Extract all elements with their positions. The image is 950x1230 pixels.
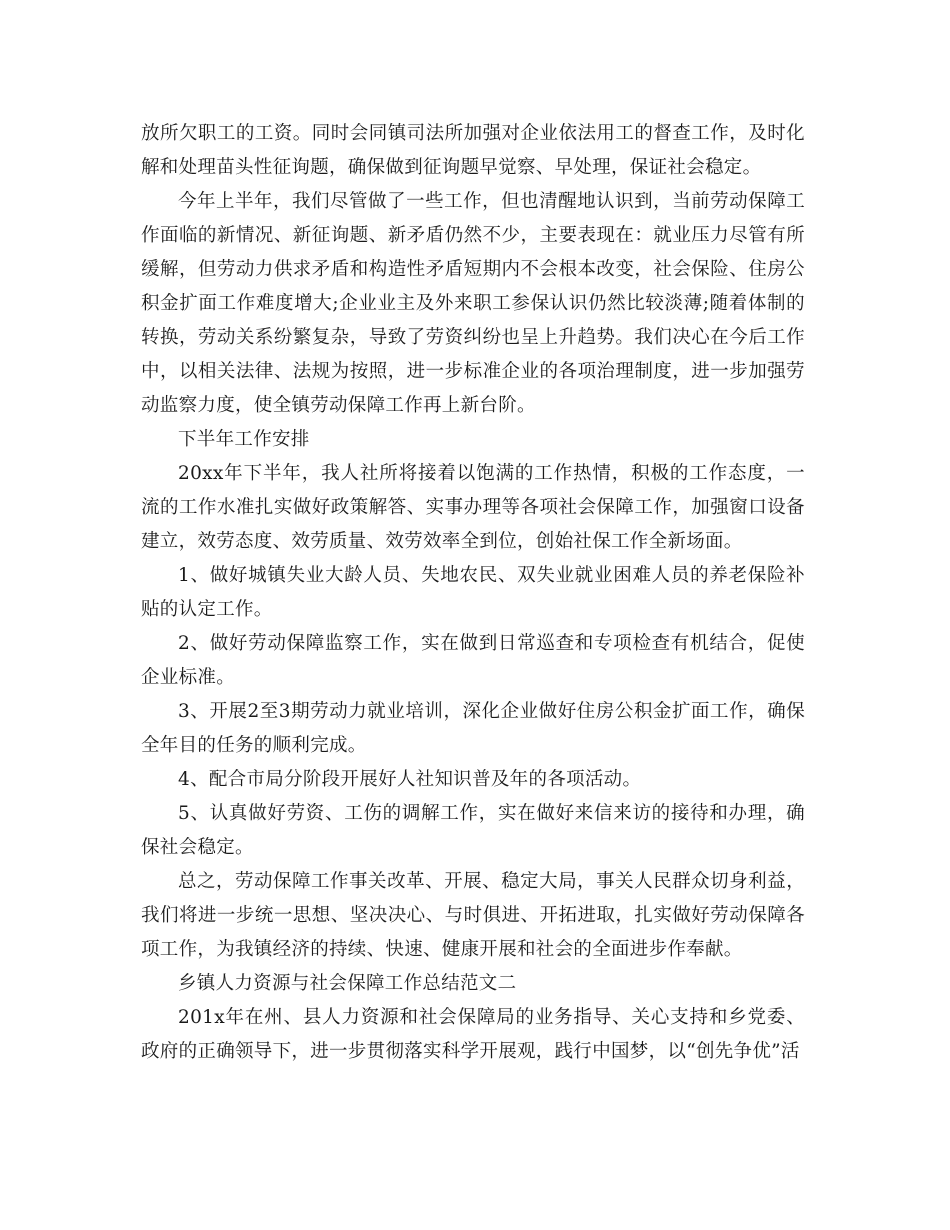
list-item-4: 4、配合市局分阶段开展好人社知识普及年的各项活动。 xyxy=(178,769,642,790)
section-heading-second-half-plan: 下半年工作安排 xyxy=(178,429,310,450)
section-heading-sample-two: 乡镇人力资源与社会保障工作总结范文二 xyxy=(178,973,517,994)
paragraph-continued: 放所欠职工的工资。同时会同镇司法所加强对企业依法用工的督查工作，及时化解和处理苗头性征询题，确保做到征询题早觉察、早处理，保证社会稳定。 xyxy=(141,123,805,178)
list-item-1: 1、做好城镇失业大龄人员、失地农民、双失业就业困难人员的养老保险补贴的认定工作。 xyxy=(141,565,805,620)
list-item-2: 2、做好劳动保障监察工作，实在做到日常巡查和专项检查有机结合，促使企业标准。 xyxy=(141,633,805,688)
paragraph-second-half-intro: 20xx年下半年，我人社所将接着以饱满的工作热情，积极的工作态度，一流的工作水准扎实做好政策解答、实事办理等各项社会保障工作，加强窗口设备建立，效劳态度、效劳质量、效劳效率全到位，创始社保工作全新场面。 xyxy=(141,463,805,552)
paragraph-conclusion: 总之，劳动保障工作事关改革、开展、稳定大局，事关人民群众切身利益，我们将进一步统一思想、坚决决心、与时俱进、开拓进取，扎实做好劳动保障各项工作，为我镇经济的持续、快速、健康开展和社会的全面进步作奉献。 xyxy=(141,871,805,960)
paragraph-sample-two-intro: 201x年在州、县人力资源和社会保障局的业务指导、关心支持和乡党委、政府的正确领导下，进一步贯彻落实科学开展观，践行中国梦，以“创先争优”活 xyxy=(141,1007,805,1062)
document-body xyxy=(141,117,805,1069)
list-item-3: 3、开展2至3期劳动力就业培训，深化企业做好住房公积金扩面工作，确保全年目的任务的顺利完成。 xyxy=(141,701,805,756)
paragraph-first-half-summary: 今年上半年，我们尽管做了一些工作，但也清醒地认识到，当前劳动保障工作面临的新情况、新征询题、新矛盾仍然不少，主要表现在：就业压力尽管有所缓解，但劳动力供求矛盾和构造性矛盾短期内不会根本改变，社会保险、住房公积金扩面工作难度增大;企业业主及外来职工参保认识仍然比较淡薄;随着体制的转换，劳动关系纷繁复杂，导致了劳资纠纷也呈上升趋势。我们决心在今后工作中，以相关法律、法规为按照，进一步标准企业的各项治理制度，进一步加强劳动监察力度，使全镇劳动保障工作再上新台阶。 xyxy=(141,191,805,416)
list-item-5: 5、认真做好劳资、工伤的调解工作，实在做好来信来访的接待和办理，确保社会稳定。 xyxy=(141,803,805,858)
